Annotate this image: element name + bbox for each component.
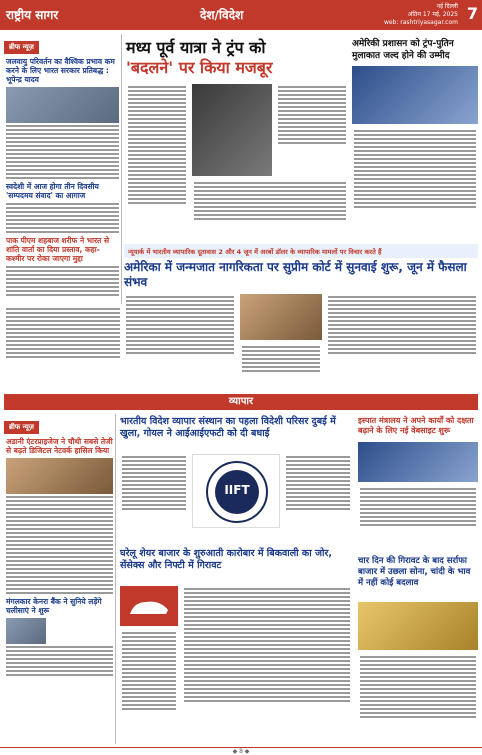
trump-putin-photo — [352, 66, 478, 124]
iift-body-left — [120, 454, 188, 544]
date: अंतिम 17 मई, 2025 — [407, 11, 458, 18]
lead-headline-line1: मध्य पूर्व यात्रा ने ट्रंप को — [126, 38, 266, 57]
adani-photo — [6, 458, 113, 494]
canara-photo — [6, 618, 46, 644]
sidebar-body-2 — [4, 203, 121, 233]
market-body-left — [120, 630, 178, 736]
court-body-mid — [240, 344, 322, 390]
climate-photo — [6, 87, 119, 123]
trump-putin-headline[interactable]: अमेरिकी प्रशासन को ट्रंप-पुतिन मुलाकात जल्द होने की उम्मीद — [352, 39, 454, 61]
adani-headline[interactable]: अडानी एंटरप्राइजेज ने चौथी सबसे तेजी से बढ़ते डिजिटल नेटवर्क हासिल किया — [6, 437, 113, 455]
paper-name: राष्ट्रीय सागर — [6, 8, 59, 22]
supreme-court-photo — [240, 294, 322, 340]
business-brief-tag: ब्रीफ न्यूज़ — [4, 421, 39, 434]
lead-body-2 — [192, 180, 348, 242]
iift-logo-text: IIFT — [224, 483, 250, 497]
business-section-bar: व्यापार — [4, 394, 478, 410]
bear-icon — [120, 586, 178, 626]
page-number: 7 — [466, 4, 478, 23]
market-headline[interactable]: घरेलू शेयर बाजार के शुरुआती कारोबार में बिकवाली का जोर, सेंसेक्स और निफ्टी में गिरावट — [120, 548, 333, 571]
steel-ministry-headline[interactable]: इस्पात मंत्रालय ने अपने कार्यों को दक्षता बढ़ाने के लिए नई वेबसाइट शुरू — [358, 416, 474, 435]
masthead-meta — [384, 3, 458, 27]
brief-news-tag: ब्रीफ न्यूज़ — [4, 41, 39, 54]
iift-headline[interactable]: भारतीय विदेश व्यापार संस्थान का पहला विदेशी परिसर दुबई में खुला, गोयल ने आईआईएफटी को दी बधाई — [120, 416, 336, 439]
sidebar-body-1 — [4, 125, 121, 179]
birthright-citizenship-headline[interactable]: अमेरिका में जन्मजात नागरिकता पर सुप्रीम कोर्ट में सुनवाई शुरू, जून में फैसला संभव — [124, 260, 467, 289]
steel-ministry-photo — [358, 442, 478, 482]
court-body-left — [124, 294, 236, 390]
canara-headline[interactable]: मंगलकार केनरा बैंक ने सुनिये लड़ेंगे चलीसाएं ने शुरू — [6, 597, 102, 615]
gold-headline[interactable]: चार दिन की गिरावट के बाद सर्राफा बाजार में उछला सोना, चांदी के भाव में नहीं कोई बदलाव — [358, 556, 471, 588]
market-body — [182, 586, 352, 736]
sidebar-headline-3[interactable]: पाक पीएम शहबाज शरीफ ने भारत से शांति वार्ता का दिया प्रस्ताव, कहा- कश्मीर पर रोका जाएगा मुद्दा — [6, 236, 110, 263]
right-story-body — [352, 128, 478, 240]
highlight-banner: न्यूयार्क में भारतीय व्यापारिक दूतावास 2 और 4 जून में अरबों डॉलर के व्यापारिक मामलों पर विचार करते हैं — [124, 244, 478, 258]
masthead — [0, 0, 482, 30]
trump-rally-photo — [192, 84, 272, 176]
section-name: देश/विदेश — [200, 8, 244, 22]
court-body-right — [326, 294, 478, 390]
lead-body — [126, 84, 188, 242]
footer: ◆ 8 ◆ — [0, 747, 482, 755]
web-address: web: rashtriyasagar.com — [383, 19, 458, 26]
bear-market-photo — [120, 586, 178, 626]
gold-body — [358, 654, 478, 736]
sidebar-lower-body — [4, 306, 122, 392]
city: नई दिल्ली — [436, 3, 458, 10]
gold-bars-photo — [358, 602, 478, 650]
adani-body — [4, 496, 115, 594]
canara-body — [4, 646, 115, 676]
lead-body-3 — [276, 84, 348, 176]
sidebar-headline-1[interactable]: जलवायु परिवर्तन का वैश्विक प्रभाव कम करने के लिए भारत सरकार प्रतिबद्ध : भूपेन्द्र यादव — [6, 57, 115, 84]
steel-body — [358, 486, 478, 550]
sidebar-brief-news — [4, 34, 122, 304]
iift-logo — [192, 454, 280, 528]
lead-headline-line2: 'बदलने' पर किया मजबूर — [126, 58, 273, 77]
sidebar-body-3 — [4, 266, 121, 296]
iift-body-right — [284, 454, 352, 544]
lead-headline[interactable] — [126, 38, 348, 78]
business-sidebar — [4, 414, 116, 744]
sidebar-headline-2[interactable]: स्वदेशी में आज होगा तीन दिवसीय 'सम्पदमय संवाद' का आगाज — [6, 182, 99, 200]
